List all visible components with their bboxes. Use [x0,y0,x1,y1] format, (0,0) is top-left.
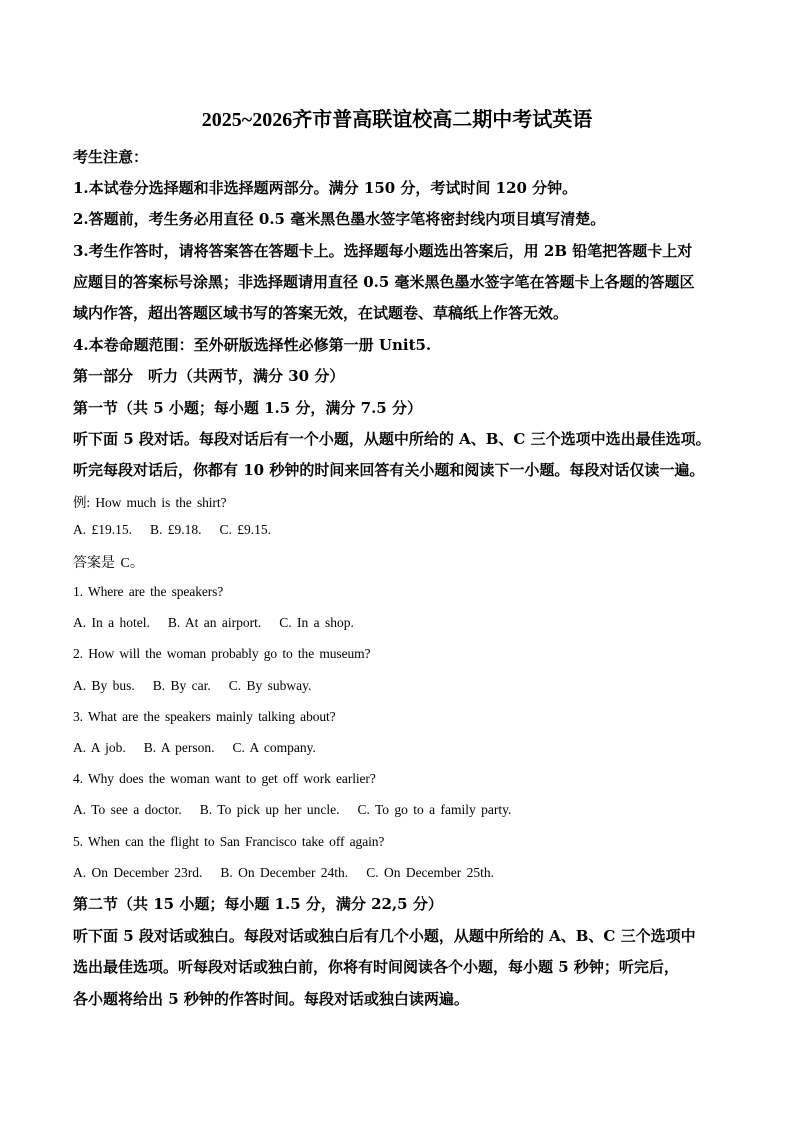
q2-option-c: C. By subway. [228,678,312,693]
q4-option-c: C. To go to a family party. [357,802,512,817]
section2-instruction-2: 选出最佳选项。听每段对话或独白前，你将有时间阅读各个小题，每小题 5 秒钟；听完后， [73,958,679,976]
q3-option-c: C. A company. [232,740,316,755]
question-2-options [73,678,311,694]
example-option-c: C. £9.15. [219,522,272,537]
section2-instruction-3: 各小题将给出 5 秒钟的作答时间。每段对话或独白读两遍。 [73,990,469,1008]
section2-instruction-1: 听下面 5 段对话或独白。每段对话或独白后有几个小题，从题中所给的 A、B、C 三个选项中 [73,927,696,945]
question-4-options [73,802,511,818]
q5-option-b: B. On December 24th. [220,865,349,880]
question-2: 2. How will the woman probably go to the museum? [73,646,371,661]
section1-heading: 第一节（共 5 小题；每小题 1.5 分，满分 7.5 分） [73,399,422,417]
notice-item-2: 2.答题前，考生务必用直径 0.5 毫米黑色墨水签字笔将密封线内项目填写清楚。 [73,210,606,228]
notice-item-3-cont2: 域内作答，超出答题区域书写的答案无效，在试题卷、草稿纸上作答无效。 [73,304,569,322]
q1-option-b: B. At an airport. [167,615,262,630]
q3-option-b: B. A person. [143,740,215,755]
part1-heading: 第一部分 听力（共两节，满分 30 分） [73,367,345,385]
q4-option-b: B. To pick up her uncle. [199,802,340,817]
q5-option-c: C. On December 25th. [366,865,495,880]
section1-instruction-1: 听下面 5 段对话。每段对话后有一个小题，从题中所给的 A、B、C 三个选项中选出最佳选项。 [73,430,711,448]
question-1: 1. Where are the speakers? [73,584,224,599]
example-option-a: A. £19.15. [73,522,132,537]
example-answer: 答案是 C。 [73,556,144,571]
notice-item-1: 1.本试卷分选择题和非选择题两部分。满分 150 分，考试时间 120 分钟。 [73,179,578,197]
q2-option-b: B. By car. [152,678,211,693]
notice-heading: 考生注意： [73,148,149,166]
notice-item-3-cont: 应题目的答案标号涂黑；非选择题请用直径 0.5 毫米黑色墨水签字笔在答题卡上各题的答题区 [73,273,695,291]
section2-heading: 第二节（共 15 小题；每小题 1.5 分，满分 22,5 分） [73,895,443,913]
section1-instruction-2: 听完每段对话后，你都有 10 秒钟的时间来回答有关小题和阅读下一小题。每段对话仅读一遍。 [73,461,705,479]
example-question: 例: How much is the shirt? [73,495,227,510]
question-3-options [73,740,316,756]
q5-option-a: A. On December 23rd. [73,865,203,880]
q2-option-a: A. By bus. [73,678,135,693]
question-5-options [73,865,494,881]
example-option-b: B. £9.18. [150,522,202,537]
q4-option-a: A. To see a doctor. [73,802,182,817]
example-options [73,522,271,538]
notice-item-4: 4.本卷命题范围：至外研版选择性必修第一册 Unit5. [73,336,432,354]
question-4: 4. Why does the woman want to get off work earlier? [73,771,376,786]
question-3: 3. What are the speakers mainly talking about? [73,709,336,724]
question-1-options [73,615,354,631]
q3-option-a: A. A job. [73,740,126,755]
question-5: 5. When can the flight to San Francisco take off again? [73,834,385,849]
q1-option-a: A. In a hotel. [73,615,150,630]
q1-option-c: C. In a shop. [279,615,354,630]
notice-item-3: 3.考生作答时，请将答案答在答题卡上。选择题每小题选出答案后，用 2B 铅笔把答题卡上对 [73,242,693,260]
page-title: 2025~2026齐市普高联谊校高二期中考试英语 [201,109,593,131]
